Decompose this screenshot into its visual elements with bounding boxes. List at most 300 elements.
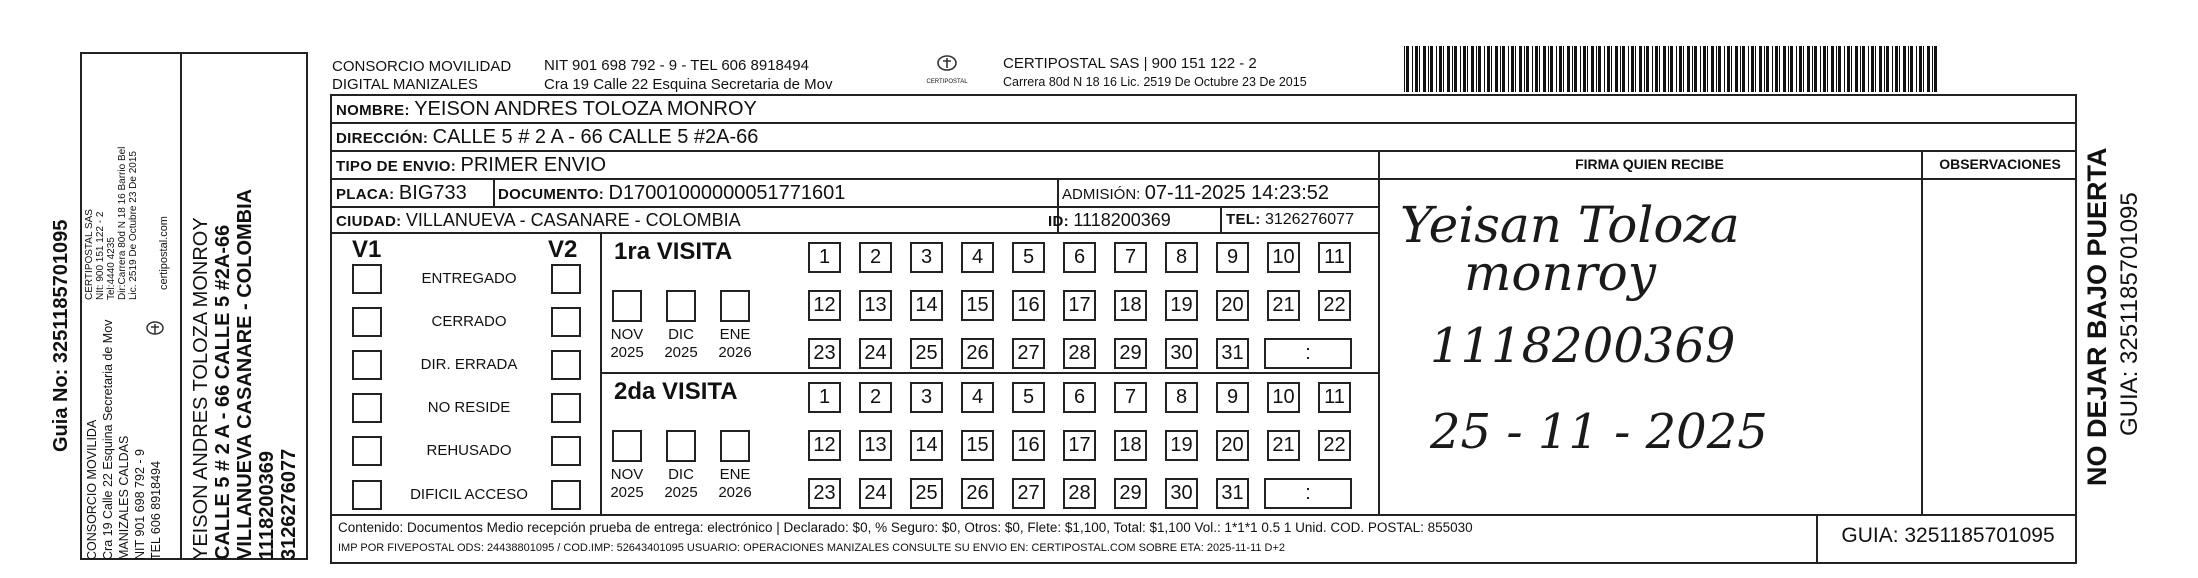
barcode-bar — [1803, 46, 1804, 92]
day-box[interactable]: 10 — [1267, 382, 1300, 413]
barcode-bar — [1718, 46, 1721, 92]
day-box[interactable]: 20 — [1216, 290, 1249, 321]
barcode-bar — [1751, 46, 1754, 92]
admision-cell — [1062, 182, 1329, 205]
month-label — [602, 466, 652, 502]
day-box[interactable]: 15 — [961, 290, 994, 321]
day-box[interactable]: 30 — [1165, 338, 1198, 369]
barcode-bar — [1428, 46, 1429, 92]
month-checkbox[interactable] — [612, 290, 642, 322]
barcode-bar — [1919, 46, 1922, 92]
sender-name-line: DIGITAL MANIZALES — [332, 76, 478, 93]
day-box[interactable]: 7 — [1114, 242, 1147, 273]
barcode-bar — [1591, 46, 1594, 92]
barcode-bar — [1587, 46, 1588, 92]
barcode-bar — [1823, 46, 1826, 92]
sender-address: Cra 19 Calle 22 Esquina Secretaria de Mov — [544, 76, 833, 93]
ciudad-cell — [336, 210, 741, 231]
month-label — [656, 466, 706, 502]
v2-header: V2 — [548, 236, 578, 263]
month-year: 2025 — [610, 344, 644, 361]
day-box[interactable]: 14 — [910, 430, 943, 461]
barcode-bar — [1635, 46, 1636, 92]
courier-name: CERTIPOSTAL SAS | 900 151 122 - 2 — [1003, 55, 1257, 72]
barcode-bar — [1415, 46, 1418, 92]
sender-name — [332, 58, 511, 94]
stub-recipient-line: 3126276077 — [278, 448, 300, 560]
barcode-bar — [1700, 46, 1701, 92]
row-divider — [330, 178, 2077, 180]
barcode-bar — [1491, 46, 1492, 92]
barcode-bar — [1910, 46, 1913, 92]
day-box[interactable]: 27 — [1012, 338, 1045, 369]
v1-checkbox[interactable] — [352, 436, 382, 466]
barcode-bar — [1535, 46, 1538, 92]
barcode-bar — [1735, 46, 1738, 92]
day-box[interactable]: 30 — [1165, 478, 1198, 509]
month-checkbox[interactable] — [666, 290, 696, 322]
barcode-bar — [1895, 46, 1898, 92]
barcode-bar — [1899, 46, 1900, 92]
barcode-bar — [1820, 46, 1821, 92]
barcode-bar — [1611, 46, 1612, 92]
day-box[interactable]: 17 — [1063, 290, 1096, 321]
status-reason-label: NO RESIDE — [427, 399, 511, 416]
stub-sender-line: CONSORCIO MOVILIDA — [85, 419, 99, 560]
side-guia: GUIA: 3251185701095 — [2116, 192, 2143, 436]
barcode-bar — [1487, 46, 1490, 92]
barcode-bar — [1404, 46, 1405, 92]
stub-courier-line: Lic. 2519 De Octubre 23 De 2015 — [128, 151, 139, 300]
guia-box-border — [1816, 514, 1818, 564]
barcode-bar — [1875, 46, 1876, 92]
stub-sender-block — [84, 320, 164, 560]
stub-sender-line: Cra 19 Calle 22 Esquina Secretaria de Mov — [101, 319, 115, 560]
barcode-bar — [1812, 46, 1813, 92]
barcode-bar — [1454, 46, 1457, 92]
v1-checkbox[interactable] — [352, 350, 382, 380]
barcode-bar — [1740, 46, 1741, 92]
barcode-bar — [1452, 46, 1453, 92]
stub-recipient-line: YEISON ANDRES TOLOZA MONROY — [190, 217, 212, 560]
day-box[interactable]: 6 — [1063, 382, 1096, 413]
visit-divider — [600, 372, 1380, 374]
observaciones-header: OBSERVACIONES — [1939, 156, 2061, 172]
barcode-bar — [1807, 46, 1810, 92]
barcode-bar — [1443, 46, 1444, 92]
day-box[interactable]: 3 — [910, 382, 943, 413]
barcode-bar — [1727, 46, 1730, 92]
day-box[interactable]: 31 — [1216, 478, 1249, 509]
day-box[interactable]: 3 — [910, 242, 943, 273]
status-reason-label: DIR. ERRADA — [420, 356, 518, 373]
visit-title: 2da VISITA — [614, 378, 738, 405]
sender-info — [544, 56, 833, 94]
day-box[interactable]: 29 — [1114, 478, 1147, 509]
firma-header: FIRMA QUIEN RECIBE — [1575, 156, 1724, 172]
v1-checkbox[interactable] — [352, 307, 382, 337]
tipo-row — [336, 154, 606, 177]
day-box[interactable]: 12 — [808, 430, 841, 461]
direccion-value: CALLE 5 # 2 A - 66 CALLE 5 #2A-66 — [432, 126, 759, 148]
barcode-bar — [1563, 46, 1564, 92]
day-box[interactable]: 19 — [1165, 290, 1198, 321]
day-box[interactable]: 24 — [859, 338, 892, 369]
ciudad-label: CIUDAD: — [336, 213, 402, 230]
barcode-bar — [1855, 46, 1858, 92]
barcode-bar — [1460, 46, 1461, 92]
barcode-bar — [1916, 46, 1917, 92]
direccion-row — [336, 126, 758, 149]
status-reason-label: ENTREGADO — [421, 270, 517, 287]
admision-label: ADMISIÓN: — [1062, 186, 1141, 203]
barcode-bar — [1772, 46, 1773, 92]
barcode-bar — [1436, 46, 1437, 92]
month-name: ENE — [719, 466, 751, 483]
barcode-bar — [1892, 46, 1893, 92]
id-cell — [1048, 210, 1171, 231]
stub-website: certipostal.com — [158, 216, 170, 290]
barcode-bar — [1679, 46, 1682, 92]
day-box[interactable]: 10 — [1267, 242, 1300, 273]
month-label — [710, 326, 760, 362]
day-box[interactable]: 4 — [961, 242, 994, 273]
v2-checkbox[interactable] — [551, 350, 581, 380]
barcode-bar — [1844, 46, 1845, 92]
direccion-label: DIRECCIÓN: — [336, 130, 429, 147]
barcode-bar — [1572, 46, 1573, 92]
day-box[interactable]: 6 — [1063, 242, 1096, 273]
barcode-bar — [1447, 46, 1450, 92]
barcode-bar — [1676, 46, 1677, 92]
row-divider — [330, 232, 1380, 234]
day-box[interactable]: 15 — [961, 430, 994, 461]
day-box[interactable]: 16 — [1012, 430, 1045, 461]
day-box[interactable]: 7 — [1114, 382, 1147, 413]
barcode-bar — [1628, 46, 1629, 92]
time-box[interactable]: : — [1264, 338, 1352, 369]
barcode-bar — [1615, 46, 1618, 92]
status-reason-label: DIFICIL ACCESO — [410, 486, 528, 503]
day-box[interactable]: 5 — [1012, 242, 1045, 273]
day-box[interactable]: 18 — [1114, 290, 1147, 321]
barcode-bar — [1670, 46, 1673, 92]
barcode-bar — [1879, 46, 1882, 92]
day-box[interactable]: 24 — [859, 478, 892, 509]
stub-courier-block — [84, 147, 139, 300]
day-box[interactable]: 26 — [961, 338, 994, 369]
barcode-bar — [1567, 46, 1570, 92]
barcode-bar — [1559, 46, 1562, 92]
no-dejar-bajo-puerta: NO DEJAR BAJO PUERTA — [2082, 147, 2112, 486]
barcode-bar — [1799, 46, 1802, 92]
placa-value: BIG733 — [398, 182, 467, 204]
day-box[interactable]: 29 — [1114, 338, 1147, 369]
tipo-label: TIPO DE ENVIO: — [336, 158, 457, 175]
day-box[interactable]: 18 — [1114, 430, 1147, 461]
stub-sender-line: TEL 606 8918494 — [149, 461, 163, 560]
day-box[interactable]: 28 — [1063, 478, 1096, 509]
day-box[interactable]: 22 — [1318, 430, 1351, 461]
v1-checkbox[interactable] — [352, 480, 382, 510]
barcode-bar — [1596, 46, 1597, 92]
day-box[interactable]: 5 — [1012, 382, 1045, 413]
barcode-bar — [1847, 46, 1850, 92]
barcode-bar — [1683, 46, 1684, 92]
stub-recipient-line: 1118200369 — [256, 450, 278, 560]
barcode-bar — [1467, 46, 1468, 92]
stub-recipient-line: VILLANUEVA CASANARE - COLOMBIA — [234, 188, 256, 560]
barcode-bar — [1532, 46, 1533, 92]
barcode-bar — [1884, 46, 1885, 92]
barcode-bar — [1502, 46, 1505, 92]
barcode-bar — [1580, 46, 1581, 92]
barcode-bar — [1886, 46, 1889, 92]
v2-checkbox[interactable] — [551, 393, 581, 423]
barcode-bar — [1511, 46, 1514, 92]
barcode-bar — [1711, 46, 1714, 92]
month-checkbox[interactable] — [666, 430, 696, 462]
month-year: 2025 — [610, 484, 644, 501]
barcode-bar — [1439, 46, 1442, 92]
imp-text: IMP POR FIVEPOSTAL ODS: 24438801095 / COD.IMP: 52643401095 USUARIO: OPERACIONES MANIZALES CONSULTE SU ENVIO EN: CERTIPOSTAL.COM SOBRE ETA: 2025-11-11 D+2 — [338, 542, 1286, 554]
barcode-bar — [1519, 46, 1522, 92]
barcode — [1404, 46, 1941, 92]
logo-caption: CERTIPOSTAL — [926, 79, 968, 85]
stub-courier-line: NIt: 900 151 122 - 2 — [95, 211, 106, 300]
tel-label: TEL: — [1226, 211, 1261, 228]
signature-date: 25 - 11 - 2025 — [1430, 404, 1768, 460]
v2-checkbox[interactable] — [551, 480, 581, 510]
nombre-label: NOMBRE: — [336, 102, 410, 119]
barcode-bar — [1932, 46, 1933, 92]
day-box[interactable]: 9 — [1216, 382, 1249, 413]
day-box[interactable]: 21 — [1267, 430, 1300, 461]
barcode-bar — [1412, 46, 1413, 92]
day-box[interactable]: 19 — [1165, 430, 1198, 461]
day-box[interactable]: 1 — [808, 382, 841, 413]
barcode-bar — [1692, 46, 1693, 92]
barcode-bar — [1796, 46, 1797, 92]
month-checkbox[interactable] — [720, 430, 750, 462]
barcode-bar — [1788, 46, 1789, 92]
barcode-bar — [1620, 46, 1621, 92]
barcode-bar — [1755, 46, 1756, 92]
day-box[interactable]: 20 — [1216, 430, 1249, 461]
day-box[interactable]: 2 — [859, 382, 892, 413]
month-year: 2026 — [718, 344, 752, 361]
stub-courier-line: Tel:4440 4235 — [106, 237, 117, 300]
barcode-bar — [1500, 46, 1501, 92]
barcode-bar — [1423, 46, 1426, 92]
day-box[interactable]: 13 — [859, 430, 892, 461]
cell-divider — [1220, 206, 1222, 232]
day-box[interactable]: 14 — [910, 290, 943, 321]
month-name: ENE — [719, 326, 751, 343]
stub-guia-number: Guia No: 3251185701095 — [50, 219, 72, 452]
placa-cell — [336, 182, 467, 205]
time-box[interactable]: : — [1264, 478, 1352, 509]
barcode-bar — [1779, 46, 1780, 92]
barcode-bar — [1703, 46, 1706, 92]
day-box[interactable]: 13 — [859, 290, 892, 321]
signature-left-border — [1378, 150, 1380, 514]
id-value: 1118200369 — [1073, 210, 1171, 230]
month-name: NOV — [610, 326, 644, 343]
stub-recipient-block — [190, 189, 300, 560]
barcode-bar — [1731, 46, 1732, 92]
barcode-bar — [1495, 46, 1498, 92]
day-box[interactable]: 16 — [1012, 290, 1045, 321]
stub-sender-line: MANIZALES CALDAS — [117, 435, 131, 560]
barcode-bar — [1838, 46, 1841, 92]
barcode-bar — [1583, 46, 1586, 92]
barcode-bar — [1646, 46, 1649, 92]
month-label — [602, 326, 652, 362]
day-box[interactable]: 23 — [808, 478, 841, 509]
barcode-bar — [1668, 46, 1669, 92]
day-box[interactable]: 22 — [1318, 290, 1351, 321]
day-box[interactable]: 11 — [1318, 242, 1351, 273]
status-reason-label: CERRADO — [431, 313, 507, 330]
day-box[interactable]: 2 — [859, 242, 892, 273]
barcode-bar — [1748, 46, 1749, 92]
barcode-bar — [1908, 46, 1909, 92]
documento-value: D17001000000051771601 — [608, 182, 846, 204]
barcode-bar — [1631, 46, 1634, 92]
barcode-bar — [1598, 46, 1601, 92]
day-box[interactable]: 1 — [808, 242, 841, 273]
barcode-bar — [1831, 46, 1834, 92]
sender-nit-tel: NIT 901 698 792 - 9 - TEL 606 8918494 — [544, 57, 809, 74]
admision-value: 07-11-2025 14:23:52 — [1144, 182, 1330, 204]
barcode-bar — [1463, 46, 1466, 92]
barcode-bar — [1622, 46, 1625, 92]
v2-checkbox[interactable] — [551, 264, 581, 294]
barcode-bar — [1860, 46, 1861, 92]
barcode-bar — [1663, 46, 1666, 92]
barcode-bar — [1604, 46, 1605, 92]
barcode-bar — [1639, 46, 1642, 92]
month-checkbox[interactable] — [612, 430, 642, 462]
placa-label: PLACA: — [336, 186, 395, 203]
barcode-bar — [1607, 46, 1610, 92]
barcode-bar — [1471, 46, 1474, 92]
documento-cell — [498, 182, 845, 205]
day-box[interactable]: 28 — [1063, 338, 1096, 369]
month-checkbox[interactable] — [720, 290, 750, 322]
stub-divider — [180, 52, 182, 560]
v1-checkbox[interactable] — [352, 393, 382, 423]
barcode-bar — [1836, 46, 1837, 92]
tel-cell — [1226, 211, 1354, 229]
day-box[interactable]: 26 — [961, 478, 994, 509]
barcode-bar — [1524, 46, 1525, 92]
barcode-bar — [1478, 46, 1481, 92]
contenido-text: Contenido: Documentos Medio recepción prueba de entrega: electrónico | Declarado: $0, % Seguro: $0, Otros: $0, Flete: $1,100, Total: $1,100 Vol.: 1*1*1 0.5 1 Unid. COD. POSTAL: 855030 — [338, 520, 1473, 535]
day-box[interactable]: 23 — [808, 338, 841, 369]
nombre-value: YEISON ANDRES TOLOZA MONROY — [414, 98, 757, 120]
day-box[interactable]: 8 — [1165, 242, 1198, 273]
day-box[interactable]: 8 — [1165, 382, 1198, 413]
guia-box: GUIA: 3251185701095 — [1841, 524, 2055, 547]
courier-logo-icon — [922, 54, 972, 79]
barcode-bar — [1903, 46, 1906, 92]
barcode-bar — [1923, 46, 1924, 92]
day-box[interactable]: 27 — [1012, 478, 1045, 509]
month-name: DIC — [668, 326, 694, 343]
day-box[interactable]: 12 — [808, 290, 841, 321]
barcode-bar — [1687, 46, 1690, 92]
barcode-bar — [1827, 46, 1828, 92]
barcode-bar — [1430, 46, 1433, 92]
month-year: 2025 — [664, 484, 698, 501]
day-box[interactable]: 9 — [1216, 242, 1249, 273]
row-divider — [330, 122, 2077, 124]
cell-divider — [493, 178, 495, 208]
barcode-bar — [1927, 46, 1930, 92]
sender-name-line: CONSORCIO MOVILIDAD — [332, 58, 512, 75]
day-box[interactable]: 17 — [1063, 430, 1096, 461]
barcode-bar — [1934, 46, 1937, 92]
barcode-bar — [1550, 46, 1553, 92]
barcode-bar — [1644, 46, 1645, 92]
v1-header: V1 — [352, 236, 382, 263]
barcode-bar — [1742, 46, 1745, 92]
day-box[interactable]: 11 — [1318, 382, 1351, 413]
barcode-bar — [1814, 46, 1817, 92]
courier-license: Carrera 80d N 18 16 Lic. 2519 De Octubre 23 De 2015 — [1003, 75, 1307, 89]
barcode-bar — [1419, 46, 1420, 92]
barcode-bar — [1764, 46, 1765, 92]
day-box[interactable]: 25 — [910, 478, 943, 509]
visit-title: 1ra VISITA — [614, 238, 733, 265]
barcode-bar — [1862, 46, 1865, 92]
nombre-row — [336, 98, 757, 121]
status-reason-label: REHUSADO — [426, 442, 512, 459]
barcode-bar — [1871, 46, 1874, 92]
documento-label: DOCUMENTO: — [498, 186, 605, 203]
barcode-bar — [1574, 46, 1577, 92]
month-year: 2026 — [718, 484, 752, 501]
barcode-bar — [1759, 46, 1762, 92]
v2-checkbox[interactable] — [551, 307, 581, 337]
day-box[interactable]: 25 — [910, 338, 943, 369]
barcode-bar — [1707, 46, 1708, 92]
day-box[interactable]: 4 — [961, 382, 994, 413]
tel-value: 3126276077 — [1264, 211, 1354, 228]
day-box[interactable]: 31 — [1216, 338, 1249, 369]
barcode-bar — [1868, 46, 1869, 92]
barcode-bar — [1694, 46, 1697, 92]
stub-recipient-line: CALLE 5 # 2 A - 66 CALLE 5 #2A-66 — [212, 224, 234, 560]
barcode-bar — [1790, 46, 1793, 92]
signature-name: Yeisan Toloza — [1400, 196, 1740, 254]
row-divider — [330, 206, 1380, 208]
barcode-bar — [1775, 46, 1778, 92]
stub-courier-line: Dir:Carrera 80d N 18 16 Barrio Bel — [117, 146, 128, 300]
barcode-bar — [1515, 46, 1516, 92]
signature-surname: monroy — [1464, 244, 1656, 302]
barcode-bar — [1406, 46, 1409, 92]
barcode-bar — [1526, 46, 1529, 92]
v1-checkbox[interactable] — [352, 264, 382, 294]
month-year: 2025 — [664, 344, 698, 361]
v2-checkbox[interactable] — [551, 436, 581, 466]
id-label: ID: — [1048, 213, 1069, 230]
day-box[interactable]: 21 — [1267, 290, 1300, 321]
barcode-bar — [1716, 46, 1717, 92]
